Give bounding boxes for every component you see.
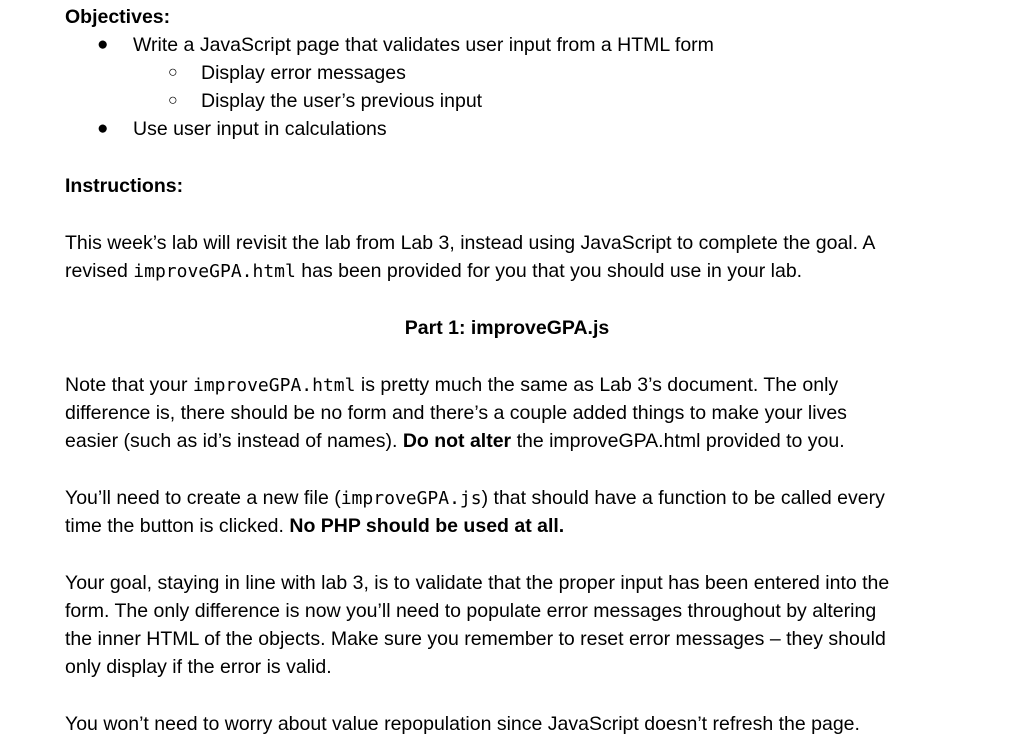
part1-para3-line-1: Your goal, staying in line with lab 3, is to validate that the proper input has been entered into the: [65, 572, 890, 594]
code-filename: improveGPA.js: [340, 488, 482, 509]
objective-subtext-2: Display the user’s previous input: [201, 90, 483, 112]
code-filename: improveGPA.html: [133, 261, 296, 282]
part1-para1-line-2: difference is, there should be no form and there’s a couple added things to make your lives: [65, 402, 847, 424]
objective-text-2: Use user input in calculations: [133, 118, 387, 140]
bullet-icon: ●: [97, 118, 109, 139]
part1-para1-line-1: Note that your improveGPA.html is pretty much the same as Lab 3’s document. The only: [65, 374, 839, 396]
part1-para1-line-3: easier (such as id’s instead of names). Do not alter the improveGPA.html provided to you.: [65, 430, 845, 452]
part1-title: Part 1: improveGPA.js: [404, 317, 610, 339]
objectives-heading: Objectives:: [65, 6, 171, 28]
instructions-heading: Instructions:: [65, 175, 184, 197]
part1-para3-line-3: the inner HTML of the objects. Make sure you remember to reset error messages – they should: [65, 628, 886, 650]
sub-bullet-icon: ○: [168, 64, 178, 81]
emphasis-text: Do not alter: [402, 430, 512, 452]
part1-para4-line-1: You won’t need to worry about value repopulation since JavaScript doesn’t refresh the page.: [65, 713, 860, 735]
part1-para3-line-4: only display if the error is valid.: [65, 656, 332, 678]
part1-para2-line-2: time the button is clicked. No PHP should be used at all.: [65, 515, 565, 537]
code-filename: improveGPA.html: [192, 375, 356, 396]
part1-para2-line-1: You’ll need to create a new file (improveGPA.js) that should have a function to be called every: [65, 487, 885, 509]
bullet-icon: ●: [97, 34, 109, 55]
objective-subtext-1: Display error messages: [201, 62, 406, 84]
instructions-intro-line-1: This week’s lab will revisit the lab from Lab 3, instead using JavaScript to complete the goal. A: [65, 232, 876, 254]
part1-para3-line-2: form. The only difference is now you’ll need to populate error messages throughout by altering: [65, 600, 877, 622]
instructions-intro-line-2: revised improveGPA.html has been provided for you that you should use in your lab.: [65, 260, 803, 282]
emphasis-text: No PHP should be used at all.: [289, 515, 565, 537]
objective-text-1: Write a JavaScript page that validates user input from a HTML form: [133, 34, 714, 56]
sub-bullet-icon: ○: [168, 92, 178, 109]
